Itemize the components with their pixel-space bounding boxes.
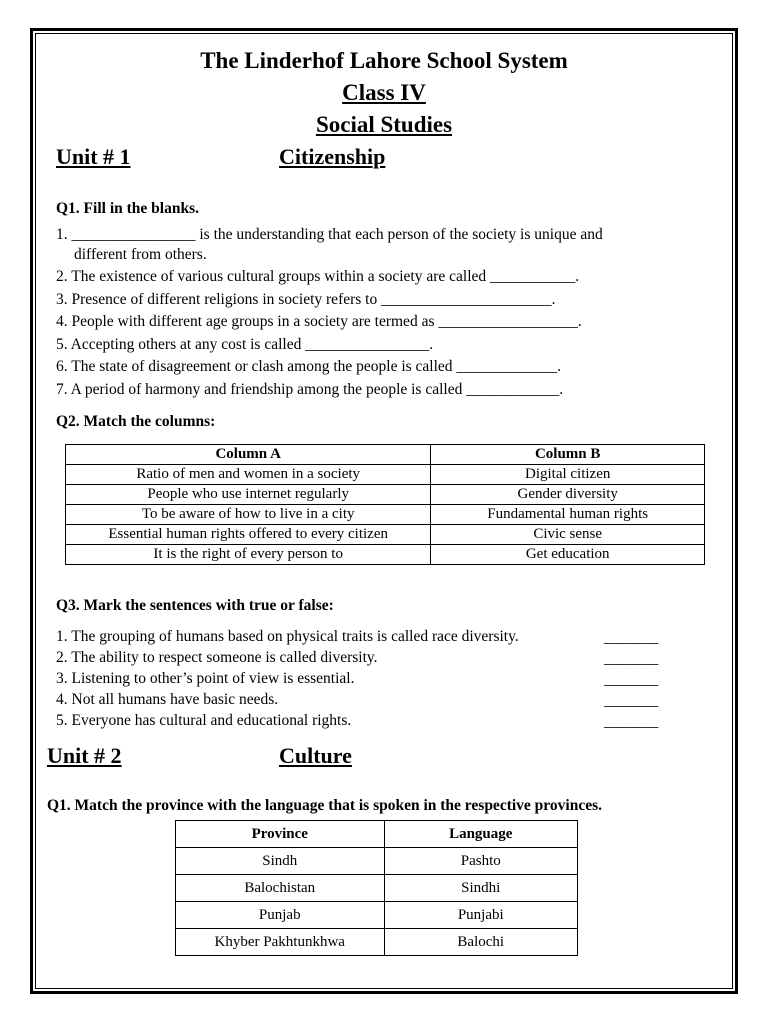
q3-item: 1. The grouping of humans based on physical traits is called race diversity. [56, 628, 519, 645]
answer-blank: _______ [604, 713, 659, 730]
table-cell: Khyber Pakhtunkhwa [176, 929, 385, 956]
class-title: Class IV [342, 80, 426, 105]
q1-item: different from others. [74, 246, 207, 263]
table-row [176, 929, 578, 956]
q3-item: 4. Not all humans have basic needs. [56, 691, 279, 708]
unit1-q2-heading: Q2. Match the columns: [56, 413, 216, 430]
unit2-label: Unit # 2 [47, 743, 122, 768]
table-row [66, 505, 705, 525]
table-cell: Ratio of men and women in a society [66, 465, 431, 485]
unit1-label: Unit # 1 [56, 144, 131, 169]
table-cell: Sindh [176, 848, 385, 875]
unit2-q1-heading: Q1. Match the province with the language that is spoken in the respective provinces. [47, 797, 602, 814]
table-cell: Get education [431, 545, 705, 565]
table-cell: It is the right of every person to [66, 545, 431, 565]
q1-item: 7. A period of harmony and friendship among the people is called ____________. [56, 381, 564, 398]
q1-item: 4. People with different age groups in a society are termed as __________________. [56, 313, 582, 330]
table-cell: Sindhi [384, 875, 578, 902]
table-cell: Punjab [176, 902, 385, 929]
answer-blank: _______ [604, 650, 659, 667]
answer-blank: _______ [604, 671, 659, 688]
table-row [66, 465, 705, 485]
table-cell: Fundamental human rights [431, 505, 705, 525]
table-cell: Essential human rights offered to every citizen [66, 525, 431, 545]
column-header: Province [176, 821, 385, 848]
table-row [66, 485, 705, 505]
table-row [66, 525, 705, 545]
column-header: Column B [431, 445, 705, 465]
q1-item: 3. Presence of different religions in society refers to ______________________. [56, 291, 556, 308]
match-columns-table [65, 444, 705, 565]
table-cell: People who use internet regularly [66, 485, 431, 505]
column-header: Column A [66, 445, 431, 465]
table-row [66, 545, 705, 565]
column-header: Language [384, 821, 578, 848]
table-row [176, 902, 578, 929]
school-name: The Linderhof Lahore School System [200, 48, 568, 73]
table-cell: Punjabi [384, 902, 578, 929]
table-cell: Civic sense [431, 525, 705, 545]
table-header-row [66, 445, 705, 465]
unit1-q3-heading: Q3. Mark the sentences with true or false: [56, 597, 334, 614]
table-cell: Digital citizen [431, 465, 705, 485]
table-cell: Gender diversity [431, 485, 705, 505]
table-cell: Balochi [384, 929, 578, 956]
province-language-table [175, 820, 578, 956]
q1-item: 5. Accepting others at any cost is called ________________. [56, 336, 434, 353]
q1-item: 1. ________________ is the understanding that each person of the society is unique and [56, 226, 603, 243]
table-cell: Pashto [384, 848, 578, 875]
table-header-row [176, 821, 578, 848]
answer-blank: _______ [604, 629, 659, 646]
table-row [176, 875, 578, 902]
q3-item: 3. Listening to other’s point of view is essential. [56, 670, 355, 687]
table-cell: To be aware of how to live in a city [66, 505, 431, 525]
q1-item: 6. The state of disagreement or clash among the people is called _____________. [56, 358, 562, 375]
q1-item: 2. The existence of various cultural groups within a society are called ___________. [56, 268, 580, 285]
q3-item: 5. Everyone has cultural and educational rights. [56, 712, 352, 729]
unit1-q1-heading: Q1. Fill in the blanks. [56, 200, 199, 217]
answer-blank: _______ [604, 692, 659, 709]
table-row [176, 848, 578, 875]
unit1-topic: Citizenship [279, 144, 386, 169]
unit2-topic: Culture [279, 743, 352, 768]
table-cell: Balochistan [176, 875, 385, 902]
subject-title: Social Studies [315, 112, 453, 137]
q3-item: 2. The ability to respect someone is called diversity. [56, 649, 378, 666]
